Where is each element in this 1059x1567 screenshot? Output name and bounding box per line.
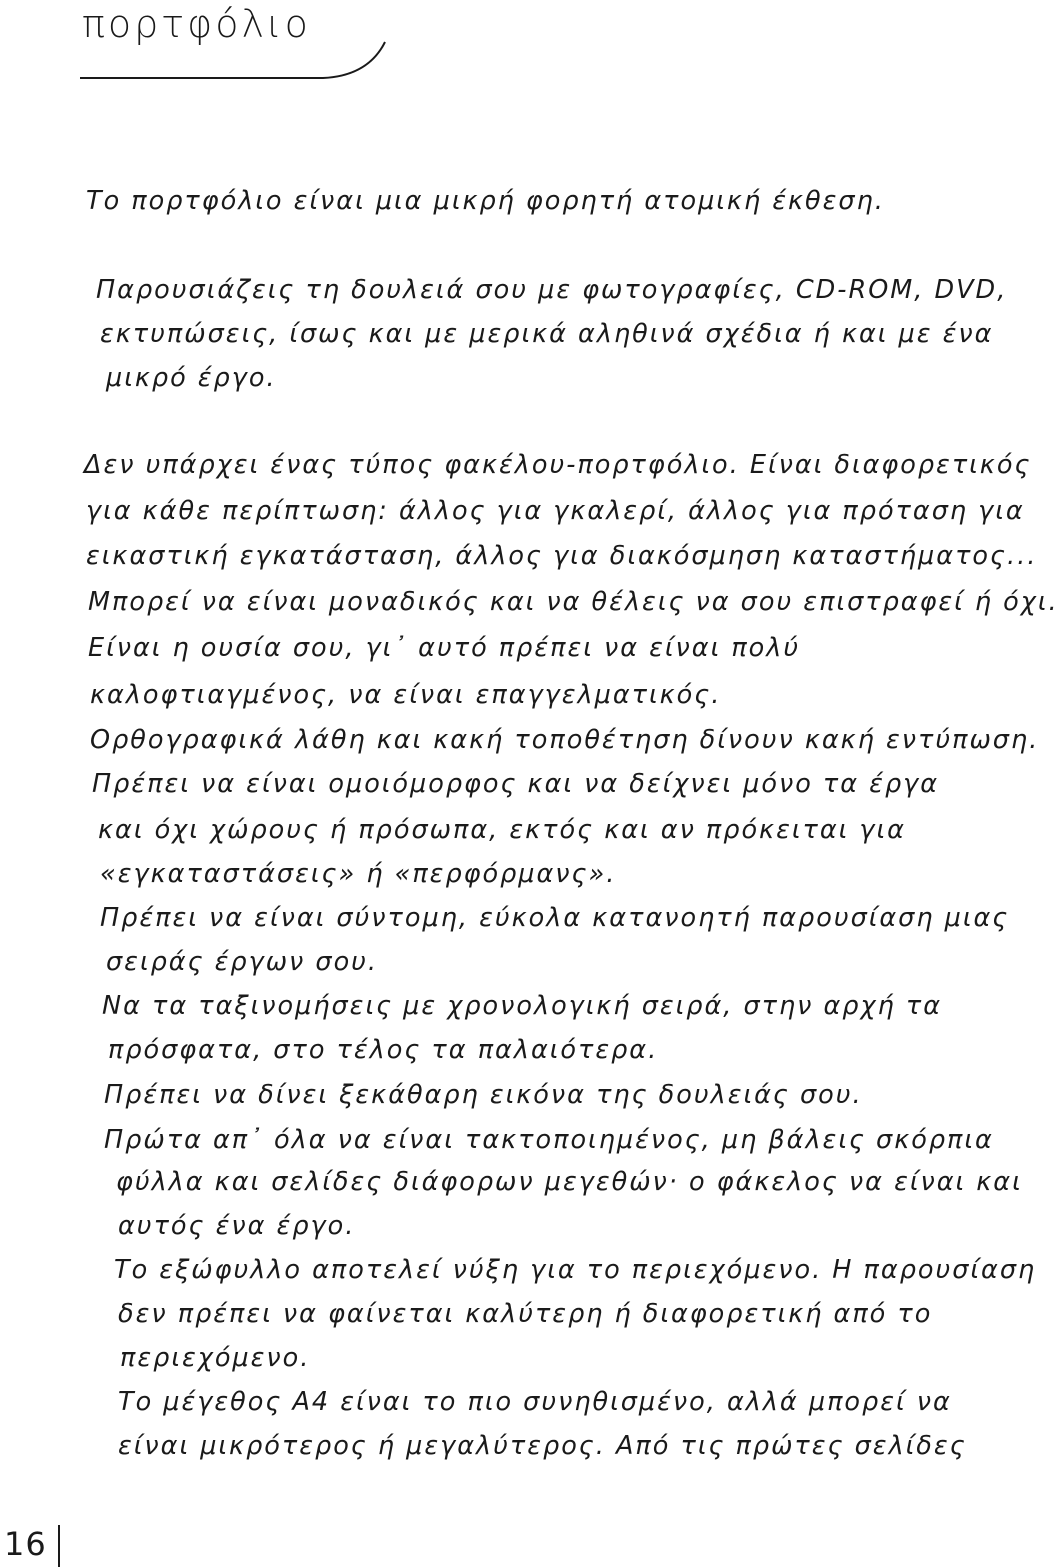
text-line: Δεν υπάρχει ένας τύπος φακέλου-πορτφόλιο. Είναι διαφορετικός	[84, 450, 1032, 480]
text-line: Το μέγεθος Α4 είναι το πιο συνηθισμένο, αλλά μπορεί να	[118, 1387, 952, 1417]
text-line: είναι μικρότερος ή μεγαλύτερος. Από τις πρώτες σελίδες	[118, 1431, 967, 1461]
title-underline	[78, 34, 398, 84]
text-line: Το εξώφυλλο αποτελεί νύξη για το περιεχόμενο. Η παρουσίαση	[114, 1255, 1037, 1285]
page-title: πορτφόλιο	[82, 2, 311, 46]
text-line: Πρέπει να δίνει ξεκάθαρη εικόνα της δουλειάς σου.	[104, 1080, 863, 1110]
text-line: αυτός ένα έργο.	[118, 1211, 356, 1241]
text-line: καλοφτιαγμένος, να είναι επαγγελματικός.	[90, 680, 722, 710]
text-line: Να τα ταξινομήσεις με χρονολογική σειρά, στην αρχή τα	[102, 991, 943, 1021]
text-line: εικαστική εγκατάσταση, άλλος για διακόσμηση καταστήματος...	[86, 541, 1038, 571]
text-line: για κάθε περίπτωση: άλλος για γκαλερί, άλλος για πρόταση για	[86, 496, 1025, 526]
text-line: Παρουσιάζεις τη δουλειά σου με φωτογραφίες, CD-ROM, DVD,	[96, 275, 1008, 305]
text-line: Πρέπει να είναι ομοιόμορφος και να δείχνει μόνο τα έργα	[92, 769, 940, 799]
page-number: 16	[4, 1525, 47, 1563]
text-line: «εγκαταστάσεις» ή «περφόρμανς».	[100, 859, 617, 889]
text-line: μικρό έργο.	[106, 363, 277, 393]
text-line: φύλλα και σελίδες διάφορων μεγεθών· ο φάκελος να είναι και	[116, 1167, 1023, 1197]
page-number-divider	[58, 1525, 60, 1567]
text-line: Πρώτα απ᾽ όλα να είναι τακτοποιημένος, μη βάλεις σκόρπια	[104, 1125, 994, 1155]
text-line: δεν πρέπει να φαίνεται καλύτερη ή διαφορετική από το	[118, 1299, 933, 1329]
text-line: πρόσφατα, στο τέλος τα παλαιότερα.	[108, 1035, 659, 1065]
text-line: Μπορεί να είναι μοναδικός και να θέλεις να σου επιστραφεί ή όχι.	[88, 587, 1059, 617]
text-line: Πρέπει να είναι σύντομη, εύκολα κατανοητή παρουσίαση μιας	[100, 903, 1010, 933]
text-line: και όχι χώρους ή πρόσωπα, εκτός και αν πρόκειται για	[98, 815, 906, 845]
text-line: Ορθογραφικά λάθη και κακή τοποθέτηση δίνουν κακή εντύπωση.	[90, 725, 1040, 755]
text-line: περιεχόμενο.	[120, 1343, 311, 1373]
text-line: εκτυπώσεις, ίσως και με μερικά αληθινά σχέδια ή και με ένα	[100, 319, 994, 349]
text-line: σειράς έργων σου.	[106, 947, 379, 977]
text-line: Το πορτφόλιο είναι μια μικρή φορητή ατομική έκθεση.	[86, 186, 885, 216]
text-line: Είναι η ουσία σου, γι᾽ αυτό πρέπει να είναι πολύ	[88, 633, 801, 663]
